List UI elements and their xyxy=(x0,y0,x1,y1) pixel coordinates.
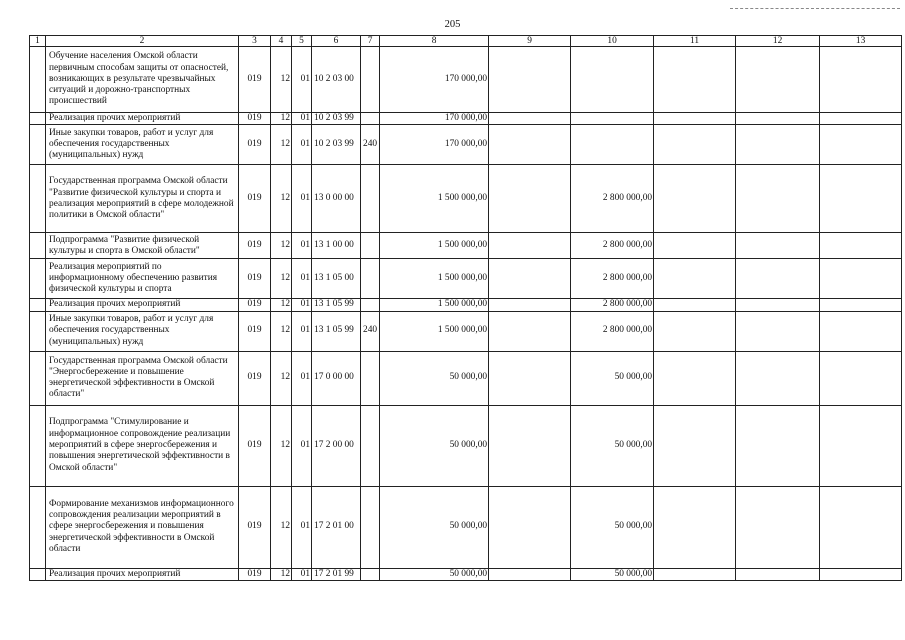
cell-col-1 xyxy=(30,351,46,405)
cell-col-5: 01 xyxy=(292,299,312,311)
cell-col-13 xyxy=(820,351,902,405)
cell-col-8: 50 000,00 xyxy=(380,351,489,405)
column-number-10: 10 xyxy=(571,36,654,47)
cell-col-4: 12 xyxy=(271,165,292,233)
table-row xyxy=(30,47,902,113)
cell-col-11 xyxy=(654,113,736,125)
cell-col-11 xyxy=(654,299,736,311)
cell-col-1 xyxy=(30,568,46,580)
cell-col-9 xyxy=(489,125,571,165)
cell-col-3: 019 xyxy=(239,568,271,580)
cell-col-12 xyxy=(736,405,820,486)
cell-col-12 xyxy=(736,47,820,113)
column-number-7: 7 xyxy=(361,36,380,47)
cell-col-12 xyxy=(736,311,820,351)
cell-col-12 xyxy=(736,568,820,580)
cell-col-6: 17 2 01 99 xyxy=(312,568,361,580)
column-number-12: 12 xyxy=(736,36,820,47)
cell-col-8: 50 000,00 xyxy=(380,486,489,568)
table-row xyxy=(30,259,902,299)
cell-col-10: 2 800 000,00 xyxy=(571,299,654,311)
cell-col-13 xyxy=(820,405,902,486)
row-name-cell: Формирование механизмов информационного сопровождения реализации мероприятий в сфере энергосбережения и повышения энергетической эффективности в Омской области xyxy=(46,486,239,568)
cell-col-8: 1 500 000,00 xyxy=(380,259,489,299)
cell-col-6: 13 1 05 99 xyxy=(312,299,361,311)
cell-col-5: 01 xyxy=(292,125,312,165)
column-number-9: 9 xyxy=(489,36,571,47)
row-name-cell: Иные закупки товаров, работ и услуг для обеспечения государственных (муниципальных) нужд xyxy=(46,311,239,351)
column-number-8: 8 xyxy=(380,36,489,47)
column-number-1: 1 xyxy=(30,36,46,47)
cell-col-7 xyxy=(361,113,380,125)
cell-col-12 xyxy=(736,486,820,568)
cell-col-12 xyxy=(736,299,820,311)
cell-col-5: 01 xyxy=(292,351,312,405)
table-row xyxy=(30,311,902,351)
row-name-cell: Иные закупки товаров, работ и услуг для обеспечения государственных (муниципальных) нужд xyxy=(46,125,239,165)
row-name-cell: Подпрограмма "Стимулирование и информационное сопровождение реализации мероприятий в сфере энергосбережения и повышения энергетической эффективности в Омской области" xyxy=(46,405,239,486)
cell-col-5: 01 xyxy=(292,405,312,486)
cell-col-3: 019 xyxy=(239,351,271,405)
cell-col-1 xyxy=(30,113,46,125)
cell-col-6: 13 1 05 99 xyxy=(312,311,361,351)
cell-col-9 xyxy=(489,165,571,233)
cell-col-3: 019 xyxy=(239,113,271,125)
top-edge-line xyxy=(730,8,900,9)
cell-col-7 xyxy=(361,233,380,259)
cell-col-5: 01 xyxy=(292,311,312,351)
cell-col-3: 019 xyxy=(239,486,271,568)
header-row xyxy=(30,36,902,47)
cell-col-1 xyxy=(30,165,46,233)
cell-col-6: 10 2 03 99 xyxy=(312,113,361,125)
cell-col-5: 01 xyxy=(292,486,312,568)
cell-col-13 xyxy=(820,125,902,165)
cell-col-5: 01 xyxy=(292,233,312,259)
cell-col-11 xyxy=(654,486,736,568)
row-name-cell: Реализация прочих мероприятий xyxy=(46,299,239,311)
cell-col-1 xyxy=(30,233,46,259)
cell-col-7 xyxy=(361,568,380,580)
row-name-cell: Обучение населения Омской области первичным способам защиты от опасностей, возникающих в результате чрезвычайных ситуаций и дорожно-транспортных происшествий xyxy=(46,47,239,113)
cell-col-4: 12 xyxy=(271,125,292,165)
cell-col-3: 019 xyxy=(239,125,271,165)
cell-col-4: 12 xyxy=(271,351,292,405)
cell-col-11 xyxy=(654,568,736,580)
cell-col-8: 1 500 000,00 xyxy=(380,233,489,259)
cell-col-6: 13 0 00 00 xyxy=(312,165,361,233)
cell-col-4: 12 xyxy=(271,405,292,486)
table-row xyxy=(30,351,902,405)
table-row xyxy=(30,405,902,486)
budget-table xyxy=(29,35,902,581)
cell-col-9 xyxy=(489,113,571,125)
cell-col-8: 1 500 000,00 xyxy=(380,299,489,311)
cell-col-7 xyxy=(361,486,380,568)
cell-col-11 xyxy=(654,351,736,405)
column-number-3: 3 xyxy=(239,36,271,47)
cell-col-6: 17 2 01 00 xyxy=(312,486,361,568)
cell-col-10: 50 000,00 xyxy=(571,405,654,486)
cell-col-5: 01 xyxy=(292,259,312,299)
cell-col-9 xyxy=(489,233,571,259)
cell-col-4: 12 xyxy=(271,311,292,351)
cell-col-11 xyxy=(654,259,736,299)
column-number-11: 11 xyxy=(654,36,736,47)
cell-col-12 xyxy=(736,165,820,233)
cell-col-4: 12 xyxy=(271,486,292,568)
cell-col-7 xyxy=(361,47,380,113)
cell-col-12 xyxy=(736,113,820,125)
cell-col-9 xyxy=(489,568,571,580)
cell-col-13 xyxy=(820,259,902,299)
cell-col-4: 12 xyxy=(271,299,292,311)
column-number-4: 4 xyxy=(271,36,292,47)
column-number-13: 13 xyxy=(820,36,902,47)
cell-col-8: 170 000,00 xyxy=(380,47,489,113)
cell-col-1 xyxy=(30,405,46,486)
cell-col-8: 1 500 000,00 xyxy=(380,311,489,351)
cell-col-6: 13 1 05 00 xyxy=(312,259,361,299)
cell-col-4: 12 xyxy=(271,47,292,113)
cell-col-1 xyxy=(30,259,46,299)
cell-col-10: 2 800 000,00 xyxy=(571,259,654,299)
cell-col-5: 01 xyxy=(292,165,312,233)
column-number-6: 6 xyxy=(312,36,361,47)
cell-col-13 xyxy=(820,47,902,113)
cell-col-13 xyxy=(820,165,902,233)
cell-col-7 xyxy=(361,165,380,233)
cell-col-6: 17 0 00 00 xyxy=(312,351,361,405)
cell-col-3: 019 xyxy=(239,259,271,299)
cell-col-13 xyxy=(820,233,902,259)
cell-col-1 xyxy=(30,311,46,351)
cell-col-1 xyxy=(30,486,46,568)
cell-col-10: 50 000,00 xyxy=(571,351,654,405)
column-number-5: 5 xyxy=(292,36,312,47)
cell-col-5: 01 xyxy=(292,47,312,113)
cell-col-11 xyxy=(654,125,736,165)
cell-col-7: 240 xyxy=(361,311,380,351)
cell-col-6: 13 1 00 00 xyxy=(312,233,361,259)
cell-col-3: 019 xyxy=(239,47,271,113)
cell-col-10 xyxy=(571,113,654,125)
cell-col-7 xyxy=(361,405,380,486)
cell-col-6: 10 2 03 99 xyxy=(312,125,361,165)
cell-col-11 xyxy=(654,405,736,486)
cell-col-8: 50 000,00 xyxy=(380,568,489,580)
cell-col-3: 019 xyxy=(239,311,271,351)
cell-col-4: 12 xyxy=(271,259,292,299)
cell-col-10: 50 000,00 xyxy=(571,568,654,580)
cell-col-3: 019 xyxy=(239,405,271,486)
cell-col-10 xyxy=(571,47,654,113)
cell-col-9 xyxy=(489,299,571,311)
row-name-cell: Государственная программа Омской области "Энергосбережение и повышение энергетической эффективности в Омской области" xyxy=(46,351,239,405)
cell-col-10: 2 800 000,00 xyxy=(571,311,654,351)
cell-col-6: 10 2 03 00 xyxy=(312,47,361,113)
row-name-cell: Государственная программа Омской области "Развитие физической культуры и спорта и реализация мероприятий в сфере молодежной политики в Омской области" xyxy=(46,165,239,233)
cell-col-8: 170 000,00 xyxy=(380,125,489,165)
cell-col-10: 2 800 000,00 xyxy=(571,233,654,259)
cell-col-10 xyxy=(571,125,654,165)
cell-col-7 xyxy=(361,259,380,299)
table-row xyxy=(30,125,902,165)
table-row xyxy=(30,568,902,580)
cell-col-6: 17 2 00 00 xyxy=(312,405,361,486)
cell-col-4: 12 xyxy=(271,233,292,259)
cell-col-9 xyxy=(489,486,571,568)
cell-col-1 xyxy=(30,47,46,113)
cell-col-8: 50 000,00 xyxy=(380,405,489,486)
cell-col-3: 019 xyxy=(239,165,271,233)
cell-col-11 xyxy=(654,165,736,233)
cell-col-1 xyxy=(30,299,46,311)
cell-col-9 xyxy=(489,405,571,486)
cell-col-9 xyxy=(489,311,571,351)
cell-col-9 xyxy=(489,259,571,299)
table-row xyxy=(30,165,902,233)
column-number-2: 2 xyxy=(46,36,239,47)
row-name-cell: Реализация прочих мероприятий xyxy=(46,113,239,125)
row-name-cell: Реализация прочих мероприятий xyxy=(46,568,239,580)
cell-col-4: 12 xyxy=(271,568,292,580)
cell-col-7 xyxy=(361,351,380,405)
table-body xyxy=(30,36,902,581)
cell-col-9 xyxy=(489,47,571,113)
cell-col-12 xyxy=(736,233,820,259)
cell-col-5: 01 xyxy=(292,113,312,125)
cell-col-8: 170 000,00 xyxy=(380,113,489,125)
table-row xyxy=(30,486,902,568)
row-name-cell: Подпрограмма "Развитие физической культуры и спорта в Омской области" xyxy=(46,233,239,259)
cell-col-12 xyxy=(736,351,820,405)
cell-col-7: 240 xyxy=(361,125,380,165)
cell-col-11 xyxy=(654,311,736,351)
cell-col-3: 019 xyxy=(239,233,271,259)
table-row xyxy=(30,299,902,311)
cell-col-1 xyxy=(30,125,46,165)
page-number: 205 xyxy=(444,19,461,30)
cell-col-12 xyxy=(736,259,820,299)
cell-col-8: 1 500 000,00 xyxy=(380,165,489,233)
row-name-cell: Реализация мероприятий по информационному обеспечению развития физической культуры и спорта xyxy=(46,259,239,299)
cell-col-13 xyxy=(820,568,902,580)
cell-col-13 xyxy=(820,486,902,568)
table-row xyxy=(30,233,902,259)
table-row xyxy=(30,113,902,125)
cell-col-4: 12 xyxy=(271,113,292,125)
cell-col-9 xyxy=(489,351,571,405)
cell-col-12 xyxy=(736,125,820,165)
cell-col-10: 50 000,00 xyxy=(571,486,654,568)
cell-col-13 xyxy=(820,299,902,311)
cell-col-3: 019 xyxy=(239,299,271,311)
cell-col-7 xyxy=(361,299,380,311)
cell-col-10: 2 800 000,00 xyxy=(571,165,654,233)
cell-col-11 xyxy=(654,233,736,259)
cell-col-5: 01 xyxy=(292,568,312,580)
cell-col-11 xyxy=(654,47,736,113)
cell-col-13 xyxy=(820,113,902,125)
cell-col-13 xyxy=(820,311,902,351)
